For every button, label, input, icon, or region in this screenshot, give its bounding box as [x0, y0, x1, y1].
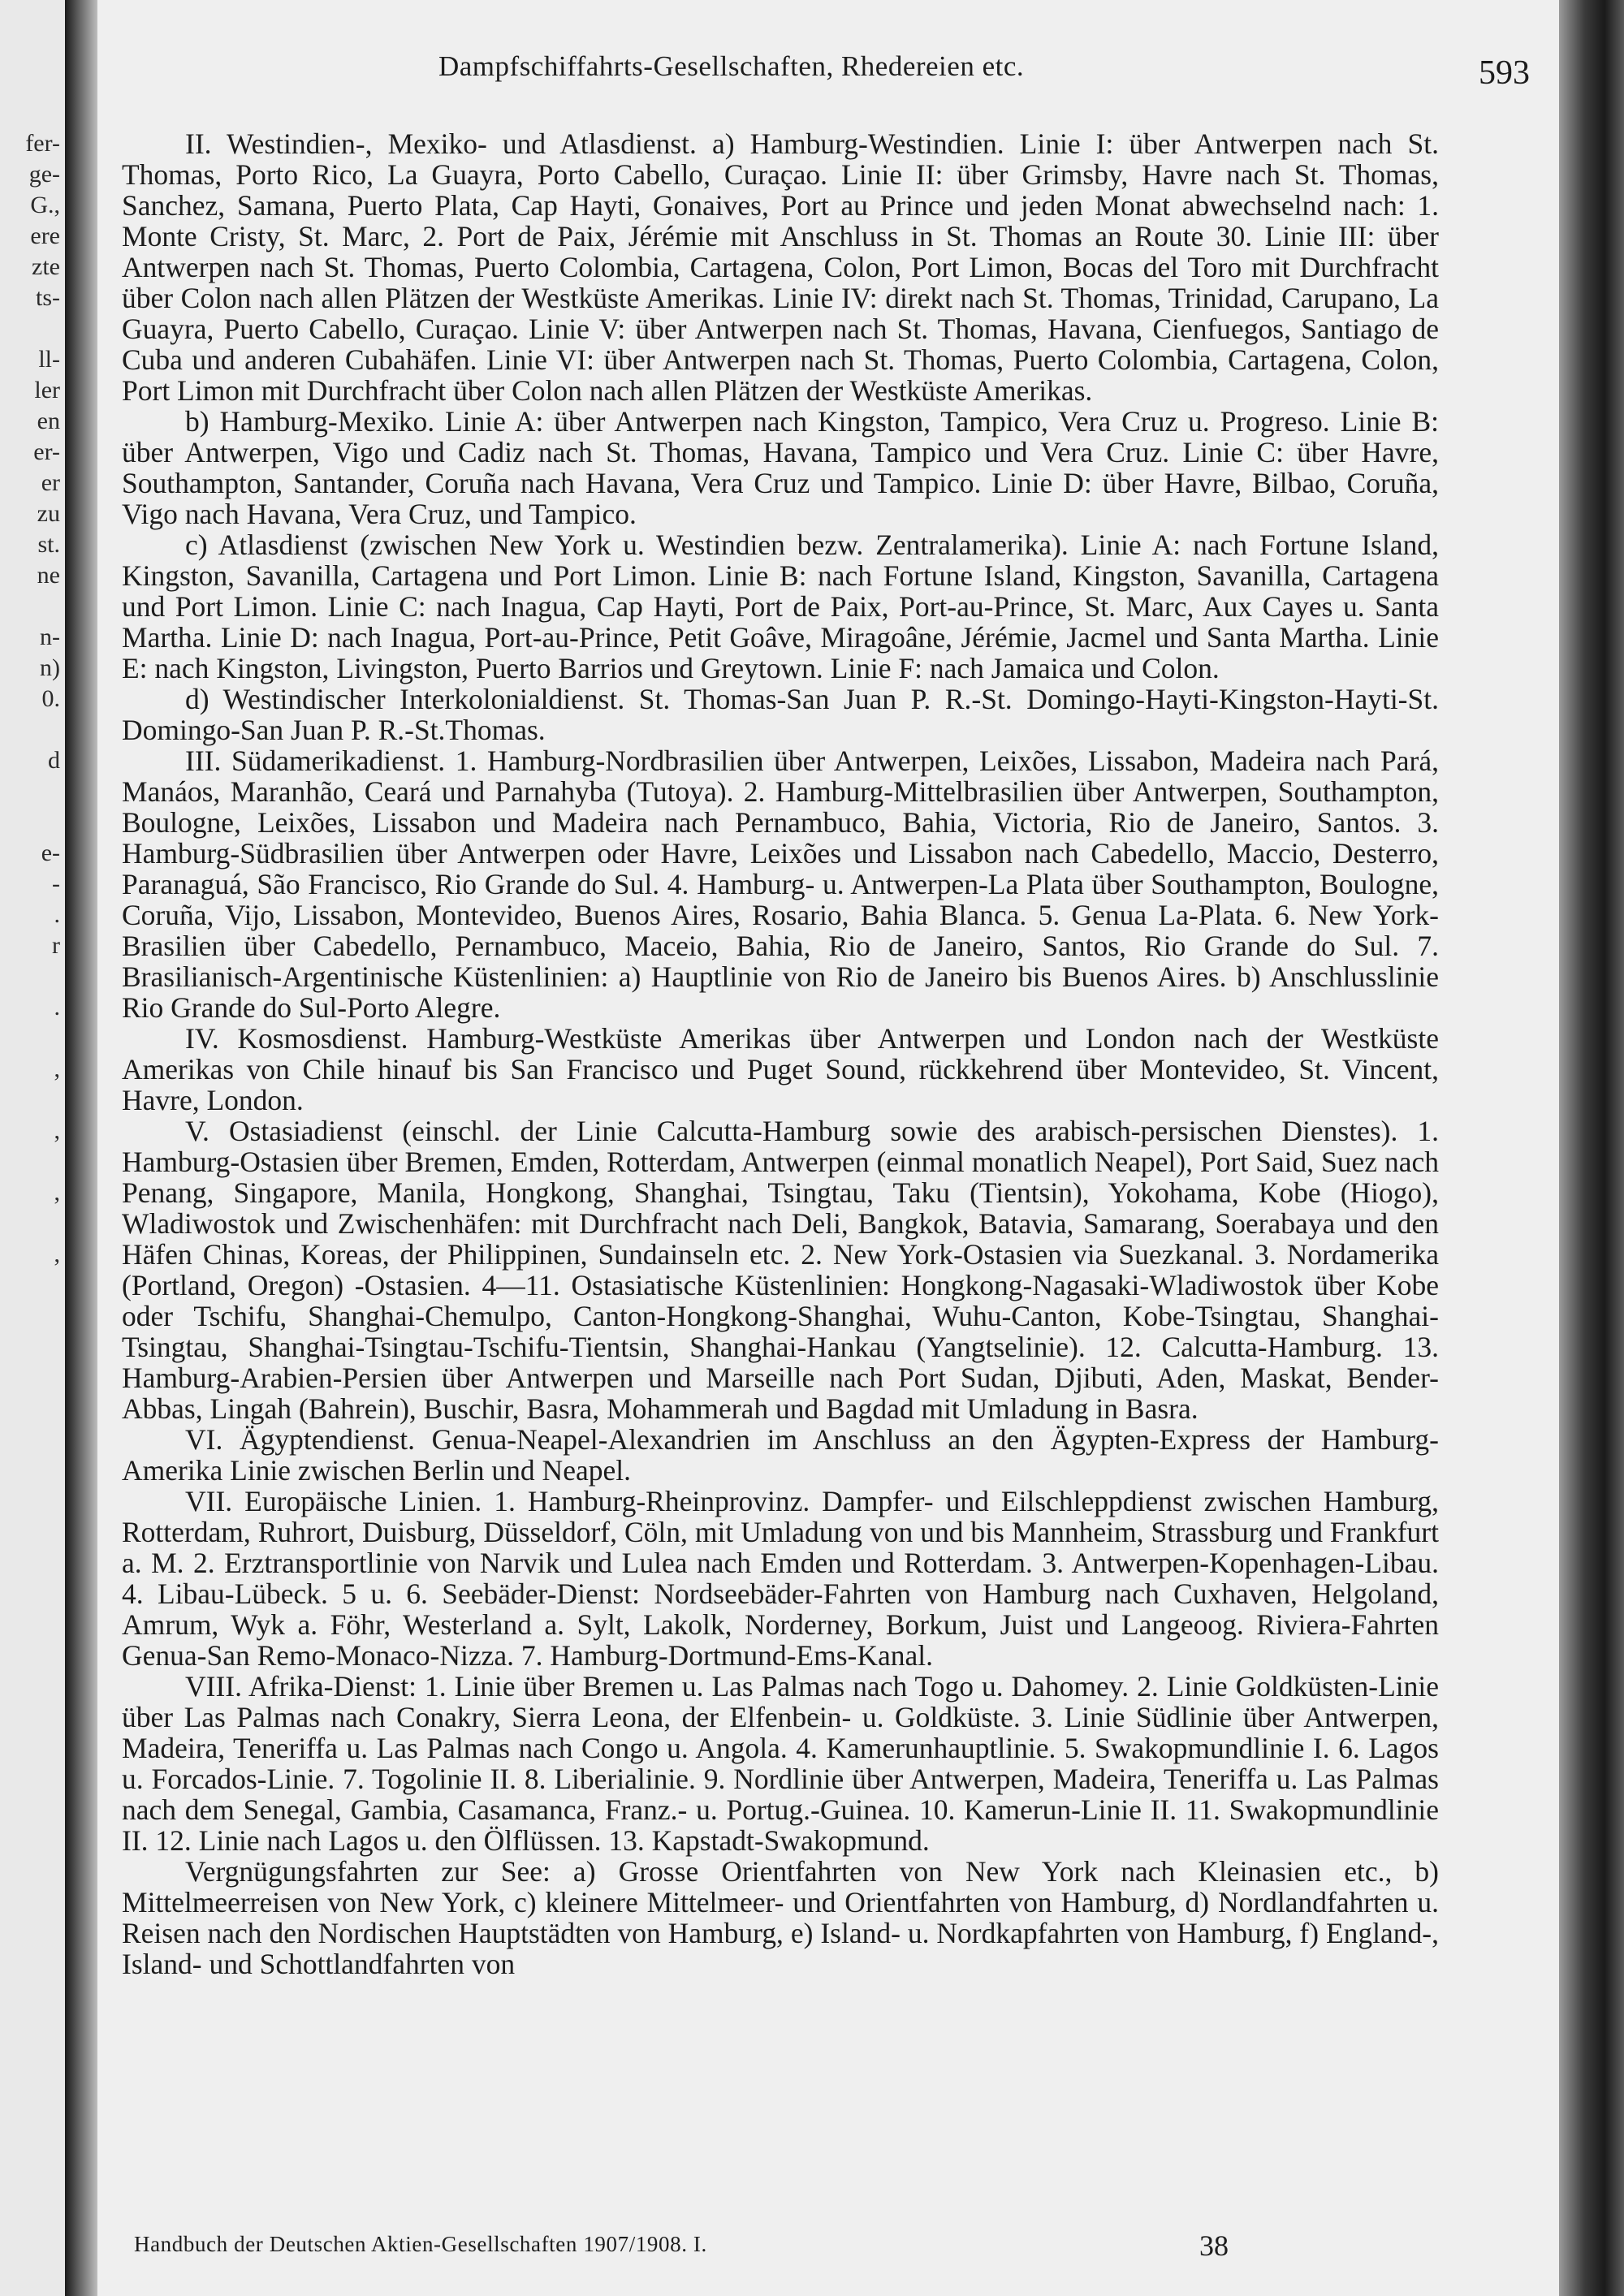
- previous-page-fragment: er: [41, 469, 60, 496]
- previous-page-fragment: en: [37, 408, 60, 434]
- paragraph-westindien-a: II. Westindien-, Mexiko- und Atlasdienst. a) Hamburg-Westindien. Linie I: über Antwerpen nach St. Thomas, Porto Rico, La Guayra, Porto Cabello, Curaçao. Linie II: über Grimsby, Havre nach St. Thomas, Sanchez, Samana, Puerto Plata, Cap Hayti, Gonaives, Port au Prince und jeden Monat abwechselnd nach: 1. Monte Cristy, St. Marc, 2. Port de Paix, Jérémie mit Anschluss in St. Thomas an Route 30. Linie III: über Antwerpen nach St. Thomas, Puerto Colombia, Cartagena, Colon, Port Limon, Bocas del Toro mit Durchfracht über Colon nach allen Plätzen der Westküste Amerikas. Linie IV: direkt nach St. Thomas, Trinidad, Carupano, La Guayra, Puerto Cabello, Curaçao. Linie V: über Antwerpen nach St. Thomas, Havana, Cienfuegos, Santiago de Cuba und anderen Cubahäfen. Linie VI: über Antwerpen nach St. Thomas, Puerto Colombia, Cartagena, Colon, Port Limon mit Durchfracht über Colon nach allen Plätzen der Westküste Amerikas.: [122, 127, 1439, 407]
- running-head: [97, 50, 1559, 91]
- page-footer: [134, 2229, 1451, 2266]
- book-page: [97, 0, 1559, 2296]
- previous-page-fragment: .: [54, 994, 60, 1021]
- paragraph-europa: VII. Europäische Linien. 1. Hamburg-Rheinprovinz. Dampfer- und Eilschleppdienst zwischen Hamburg, Rotterdam, Ruhrort, Duisburg, Düsseldorf, Cöln, mit Umladung von und bis Mannheim, Strassburg und Frankfurt a. M. 2. Erztransportlinie von Narvik und Lulea nach Emden und Rotterdam. 3. Antwerpen-Kopenhagen-Libau. 4. Libau-Lübeck. 5 u. 6. Seebäder-Dienst: Nordseebäder-Fahrten von Hamburg nach Cuxhaven, Helgoland, Amrum, Wyk a. Föhr, Westerland a. Sylt, Lakolk, Norderney, Borkum, Juist und Langeoog. Riviera-Fahrten Genua-San Remo-Monaco-Nizza. 7. Hamburg-Dortmund-Ems-Kanal.: [122, 1485, 1439, 1672]
- previous-page-edge: [0, 0, 67, 2296]
- signature-mark: 38: [1199, 2229, 1229, 2262]
- paragraph-ostasien: V. Ostasiadienst (einschl. der Linie Calcutta-Hamburg sowie des arabisch-persischen Dienstes). 1. Hamburg-Ostasien über Bremen, Emden, Rotterdam, Antwerpen (einmal monatlich Neapel), Port Said, Suez nach Penang, Singapore, Manila, Hongkong, Shanghai, Tsingtau, Taku (Tientsin), Yokohama, Kobe (Hiogo), Wladiwostok und Zwischenhäfen: mit Durchfracht nach Deli, Bangkok, Batavia, Samarang, Soerabaya und den Häfen Chinas, Koreas, der Philippinen, Sundainseln etc. 2. New York-Ostasien via Suezkanal. 3. Nordamerika (Portland, Oregon) -Ostasien. 4—11. Ostasiatische Küstenlinien: Hongkong-Nagasaki-Wladiwostok über Kobe oder Tschifu, Shanghai-Chemulpo, Canton-Hongkong-Shanghai, Wuhu-Canton, Kobe-Tsingtau, Shanghai-Tsingtau, Shanghai-Tsingtau-Tschifu-Tientsin, Shanghai-Hankau (Yangtselinie). 12. Calcutta-Hamburg. 13. Hamburg-Arabien-Persien über Antwerpen und Marseille nach Port Sudan, Djibuti, Aden, Maskat, Bender-Abbas, Lingah (Bahrein), Buschir, Basra, Mohammerah und Bagdad mit Umladung in Basra.: [122, 1115, 1439, 1425]
- previous-page-fragment: fer-: [25, 130, 60, 157]
- previous-page-fragment: n): [40, 654, 60, 681]
- previous-page-fragment: ,: [54, 1117, 60, 1144]
- paragraph-afrika: VIII. Afrika-Dienst: 1. Linie über Bremen u. Las Palmas nach Togo u. Dahomey. 2. Linie Goldküsten-Linie über Las Palmas nach Conakry, Sierra Leona, der Elfenbein- u. Goldküste. 3. Linie Südlinie über Antwerpen, Madeira, Teneriffa u. Las Palmas nach Congo u. Angola. 4. Kamerunhauptlinie. 5. Swakopmundlinie I. 6. Lagos u. Forcados-Linie. 7. Togolinie II. 8. Liberialinie. 9. Nordlinie über Antwerpen, Madeira, Teneriffa u. Las Palmas nach dem Senegal, Gambia, Casamanca, Franz.- u. Portug.-Guinea. 10. Kamerun-Linie II. 11. Swakopmundlinie II. 12. Linie nach Lagos u. den Ölflüssen. 13. Kapstadt-Swakopmund.: [122, 1670, 1439, 1857]
- previous-page-fragment: d: [48, 747, 60, 774]
- previous-page-fragment: ge-: [28, 161, 60, 188]
- previous-page-fragment: ,: [54, 1055, 60, 1082]
- paragraph-vergnuegungsfahrten: Vergnügungsfahrten zur See: a) Grosse Orientfahrten von New York nach Kleinasien etc., b) Mittelmeerreisen von New York, c) kleinere Mittelmeer- und Orientfahrten von Hamburg, d) Nordlandfahrten u. Reisen nach den Nordischen Hauptstädten von Hamburg, e) Island- u. Nordkapfahrten von Hamburg, f) England-, Island- und Schottlandfahrten von: [122, 1855, 1439, 1980]
- previous-page-fragment: st.: [37, 531, 60, 558]
- paragraph-westindien-c: c) Atlasdienst (zwischen New York u. Westindien bezw. Zentralamerika). Linie A: nach Fortune Island, Kingston, Savanilla, Cartagena und Port Limon. Linie B: nach Fortune Island, Kingston, Savanilla, Cartagena und Port Limon. Linie C: nach Inagua, Cap Hayti, Port de Paix, Port-au-Prince, St. Marc, Aux Cayes u. Santa Martha. Linie D: nach Inagua, Port-au-Prince, Petit Goâve, Miragoâne, Jérémie, Jacmel und Santa Martha. Linie E: nach Kingston, Livingston, Puerto Barrios und Greytown. Linie F: nach Jamaica und Colon.: [122, 529, 1439, 684]
- previous-page-fragment: ll-: [38, 346, 60, 373]
- running-title: Dampfschiffahrts-Gesellschaften, Rhedereien etc.: [438, 50, 1025, 82]
- page-right-edge: [1559, 0, 1624, 2296]
- previous-page-fragment: er-: [33, 438, 60, 465]
- previous-page-fragment: -: [52, 870, 60, 897]
- paragraph-aegypten: VI. Ägyptendienst. Genua-Neapel-Alexandrien im Anschluss an den Ägypten-Express der Hamburg-Amerika Linie zwischen Berlin und Neapel.: [122, 1423, 1439, 1487]
- paragraph-westindien-b: b) Hamburg-Mexiko. Linie A: über Antwerpen nach Kingston, Tampico, Vera Cruz u. Progreso. Linie B: über Antwerpen, Vigo und Cadiz nach St. Thomas, Havana, Tampico und Vera Cruz. Linie C: über Havre, Southampton, Santander, Coruña nach Havana, Vera Cruz und Tampico. Linie D: über Havre, Bilbao, Coruña, Vigo nach Havana, Vera Cruz, und Tampico.: [122, 405, 1439, 530]
- page-number: 593: [1479, 54, 1530, 92]
- previous-page-fragment: ,: [54, 1179, 60, 1206]
- previous-page-fragment: n-: [40, 624, 60, 650]
- previous-page-fragment: .: [54, 901, 60, 928]
- previous-page-fragment: 0.: [41, 685, 60, 712]
- body-text: [122, 128, 1439, 1979]
- paragraph-suedamerika: III. Südamerikadienst. 1. Hamburg-Nordbrasilien über Antwerpen, Leixões, Lissabon, Madeira nach Pará, Manáos, Maranhão, Ceará und Parnahyba (Tutoya). 2. Hamburg-Mittelbrasilien über Antwerpen, Southampton, Boulogne, Leixões, Lissabon und Madeira nach Pernambuco, Bahia, Victoria, Rio de Janeiro, Santos. 3. Hamburg-Südbrasilien über Antwerpen oder Havre, Leixões und Lissabon nach Cabedello, Maccio, Desterro, Paranaguá, São Francisco, Rio Grande do Sul. 4. Hamburg- u. Antwerpen-La Plata über Southampton, Boulogne, Coruña, Vijo, Lissabon, Montevideo, Buenos Aires, Rosario, Bahia Blanca. 5. Genua La-Plata. 6. New York-Brasilien über Cabedello, Pernambuco, Maceio, Bahia, Rio de Janeiro, Santos, Rio Grande do Sul. 7. Brasilianisch-Argentinische Küstenlinien: a) Hauptlinie von Rio de Janeiro bis Buenos Aires. b) Anschlusslinie Rio Grande do Sul-Porto Alegre.: [122, 744, 1439, 1024]
- previous-page-fragment: ,: [54, 1241, 60, 1267]
- previous-page-fragment: ler: [34, 377, 60, 404]
- previous-page-fragment: zu: [37, 500, 60, 527]
- previous-page-fragment: zte: [32, 253, 60, 280]
- footer-source: Handbuch der Deutschen Aktien-Gesellschaften 1907/1908. I.: [134, 2232, 707, 2256]
- previous-page-fragment: G.,: [30, 192, 60, 218]
- previous-page-fragment: e-: [41, 839, 60, 866]
- book-gutter: [65, 0, 97, 2296]
- paragraph-westindien-d: d) Westindischer Interkolonialdienst. St. Thomas-San Juan P. R.-St. Domingo-Hayti-Kingston-Hayti-St. Domingo-San Juan P. R.-St.Thomas.: [122, 683, 1439, 746]
- previous-page-fragment: ne: [37, 562, 60, 589]
- previous-page-fragment: ere: [30, 222, 60, 249]
- previous-page-fragment: ts-: [36, 284, 60, 311]
- paragraph-kosmos: IV. Kosmosdienst. Hamburg-Westküste Amerikas über Antwerpen und London nach der Westküste Amerikas von Chile hinauf bis San Francisco und Puget Sound, rückkehrend über Montevideo, St. Vincent, Havre, London.: [122, 1022, 1439, 1116]
- previous-page-fragment: r: [52, 932, 60, 959]
